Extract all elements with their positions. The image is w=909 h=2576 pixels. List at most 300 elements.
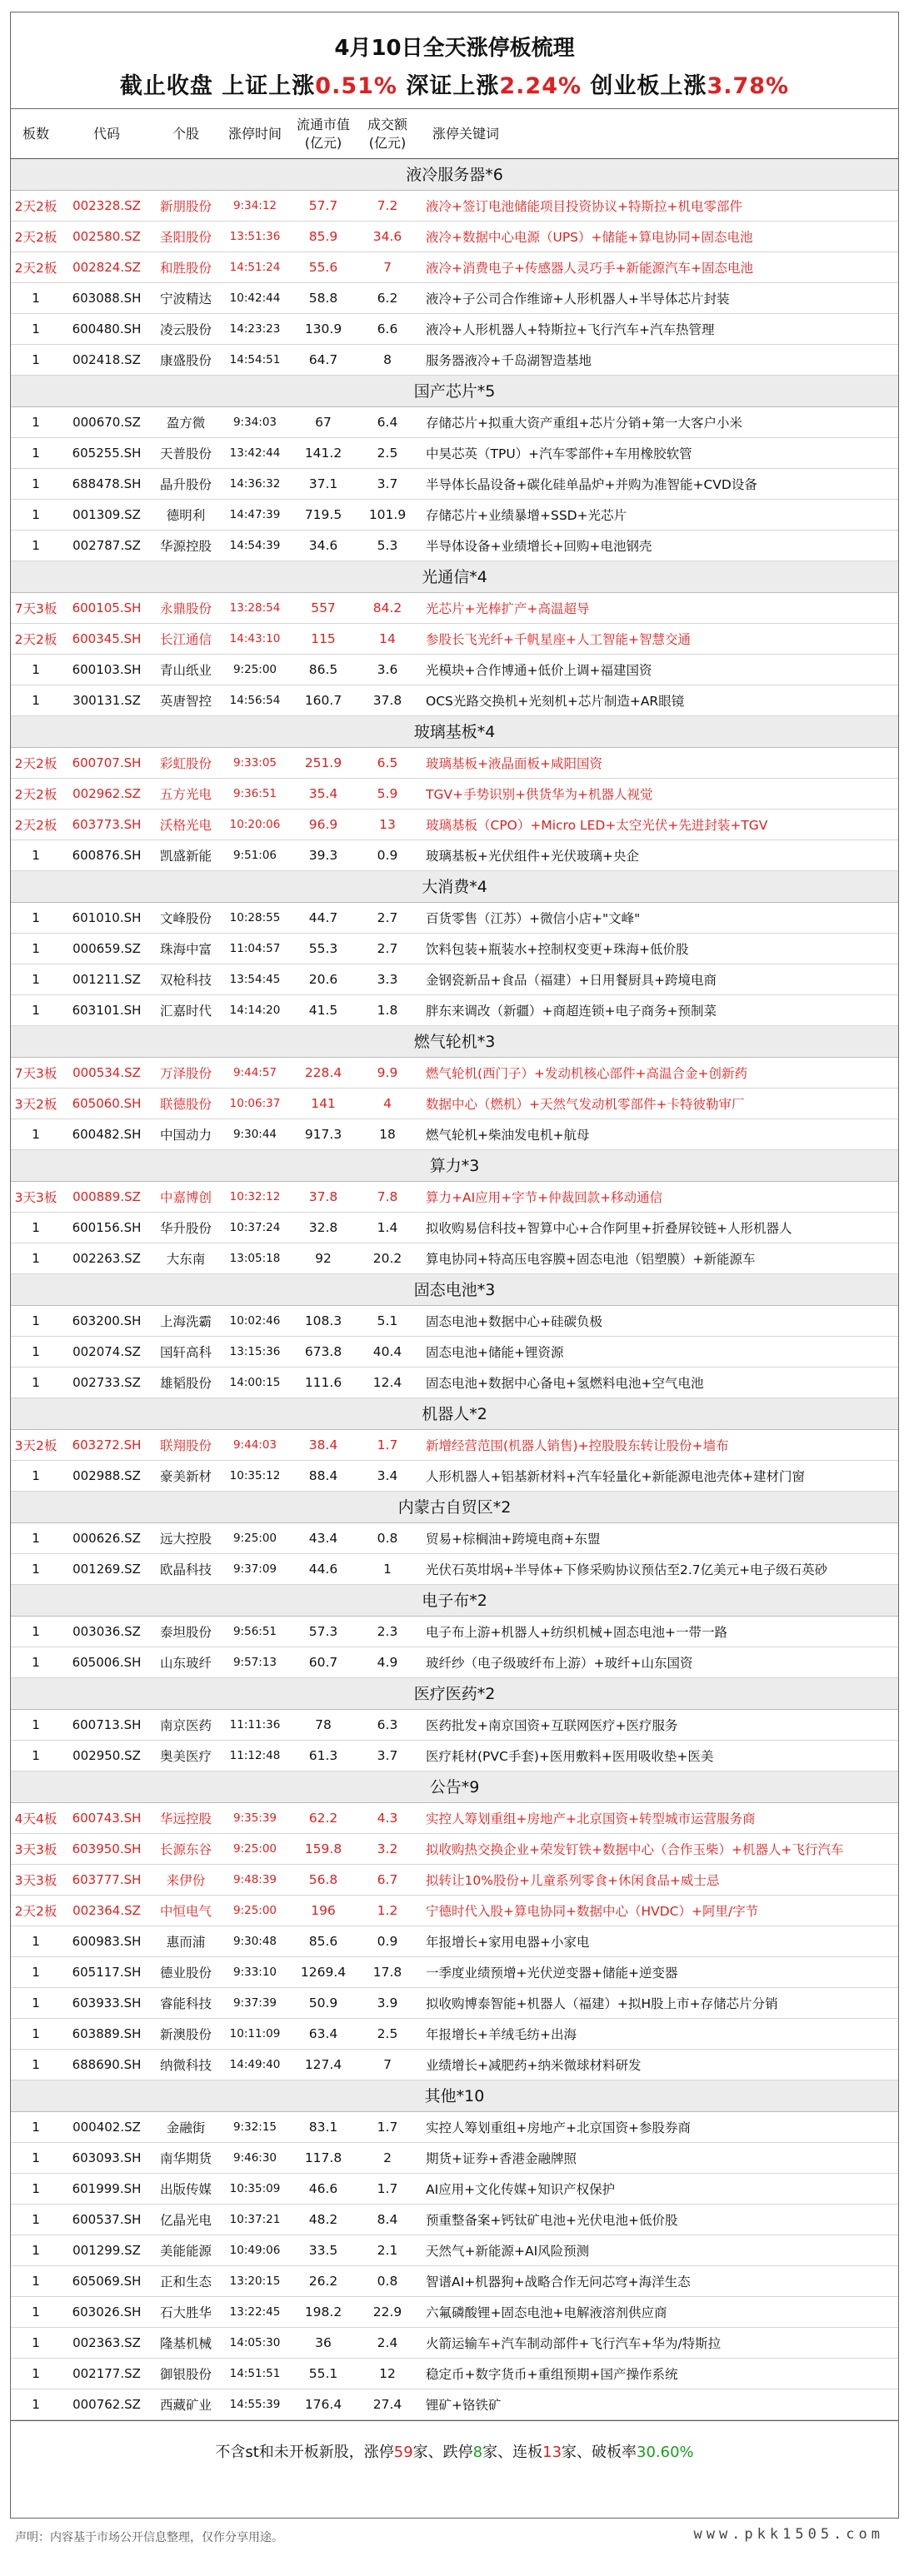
limit-up-time: 14:54:39 [229, 539, 281, 552]
table-row [11, 1430, 898, 1461]
market-value: 50.9 [308, 1996, 338, 2010]
market-value: 39.3 [308, 848, 338, 863]
board-count: 2天2板 [14, 787, 57, 802]
market-value: 127.4 [304, 2057, 342, 2072]
limit-up-time: 9:25:00 [232, 663, 277, 676]
keywords: 拟转让10%股份+儿童系列零食+休闲食品+威士忌 [426, 1873, 720, 1888]
stock-name: 华远控股 [159, 1811, 212, 1826]
board-count: 1 [32, 1313, 40, 1328]
table-row [11, 1523, 898, 1554]
table-row [11, 252, 898, 283]
stock-code: 603088.SH [72, 291, 142, 306]
stock-code: 600876.SH [72, 848, 142, 863]
board-count: 1 [32, 1344, 40, 1359]
stock-code: 002962.SZ [72, 786, 141, 801]
board-count: 1 [32, 1934, 40, 1949]
board-count: 1 [32, 848, 40, 863]
section-header: 燃气轮机*3 [11, 1026, 898, 1058]
market-value: 83.1 [308, 2120, 338, 2135]
keywords: 固态电池+数据中心+硅碳负极 [426, 1314, 602, 1329]
keywords: 金钢瓷新品+食品（福建）+日用餐厨具+跨境电商 [426, 973, 717, 988]
sh-label: 截止收盘 上证上涨 [119, 73, 316, 99]
keywords: 算力+AI应用+字节+仲裁回款+移动通信 [426, 1190, 663, 1205]
limit-up-time: 10:35:09 [229, 2182, 281, 2195]
keywords: 拟收购易信科技+智算中心+合作阿里+折叠屏铰链+人形机器人 [426, 1221, 792, 1236]
limit-up-time: 9:35:39 [232, 1811, 277, 1825]
keywords: 锂矿+铬铁矿 [426, 2398, 502, 2413]
footer-mid1: 家、跌停 [412, 2444, 473, 2461]
market-value: 85.9 [308, 229, 338, 244]
limit-up-table [11, 159, 898, 2420]
stock-name: 国轩高科 [159, 1345, 212, 1360]
table-row [11, 655, 898, 685]
turnover: 101.9 [368, 507, 407, 522]
limit-up-time: 13:20:15 [229, 2275, 281, 2288]
keywords: 胖东来调改（新疆）+商超连锁+电子商务+预制菜 [426, 1004, 717, 1019]
sz-label: 深证上涨 [397, 73, 500, 99]
stock-name: 康盛股份 [159, 353, 212, 368]
section-header: 国产芯片*5 [11, 376, 898, 407]
market-value: 60.7 [308, 1655, 338, 1670]
table-row [11, 934, 898, 964]
market-value: 96.9 [308, 817, 338, 832]
stock-code: 600743.SH [72, 1811, 142, 1826]
table-row [11, 2389, 898, 2420]
keywords: 燃气轮机(西门子）+发动机核心部件+高温合金+创新药 [426, 1066, 748, 1081]
stock-code: 603950.SH [72, 1841, 142, 1856]
turnover: 12.4 [372, 1375, 402, 1390]
market-value: 917.3 [304, 1127, 342, 1142]
table-row [11, 1647, 898, 1678]
turnover: 2 [383, 2150, 392, 2165]
stock-name: 联德股份 [159, 1097, 212, 1112]
limit-up-time: 10:20:06 [229, 818, 281, 831]
table-row [11, 748, 898, 779]
table-row [11, 1337, 898, 1368]
stock-code: 000402.SZ [72, 2120, 141, 2135]
table-row [11, 1896, 898, 1926]
turnover: 1.7 [377, 2181, 398, 2196]
keywords: 业绩增长+减肥药+纳米微球材料研发 [426, 2058, 642, 2073]
board-count: 3天3板 [14, 1873, 57, 1888]
turnover: 6.6 [377, 321, 398, 336]
keywords: 百货零售（江苏）+微信小店+"文峰" [426, 911, 641, 926]
limit-up-time: 10:35:12 [229, 1469, 281, 1482]
stock-name: 西藏矿业 [159, 2398, 212, 2413]
stock-name: 天普股份 [159, 446, 212, 461]
market-value: 43.4 [308, 1531, 338, 1546]
table-row [11, 2328, 898, 2359]
market-value: 32.8 [308, 1220, 338, 1235]
limit-up-time: 9:34:03 [232, 416, 277, 429]
stock-code: 002950.SZ [72, 1748, 141, 1763]
table-row [11, 2174, 898, 2205]
stock-code: 600156.SH [72, 1220, 142, 1235]
stock-code: 603889.SH [72, 2026, 142, 2041]
stock-code: 603777.SH [72, 1872, 142, 1887]
board-count: 1 [32, 2335, 40, 2350]
keywords: 固态电池+数据中心备电+氢燃料电池+空气电池 [426, 1376, 704, 1391]
board-count: 1 [32, 352, 40, 367]
board-count: 1 [32, 2057, 40, 2072]
market-value: 130.9 [304, 321, 342, 336]
keywords: 宁德时代入股+算电协同+数据中心（HVDC）+阿里/字节 [426, 1904, 759, 1919]
market-value: 117.8 [304, 2150, 342, 2165]
table-row [11, 1306, 898, 1337]
table-row [11, 1988, 898, 2019]
keywords: 中昊芯英（TPU）+汽车零部件+车用橡胶软管 [426, 446, 692, 461]
market-value: 196 [311, 1903, 336, 1918]
table-row [11, 2019, 898, 2050]
stock-name: 美能能源 [159, 2244, 212, 2259]
section-header: 公告*9 [11, 1771, 898, 1803]
stock-name: 德明利 [166, 508, 206, 523]
limit-up-time: 9:37:09 [232, 1562, 277, 1576]
market-value: 34.6 [308, 538, 338, 553]
col-time: 涨停时间 [227, 125, 282, 142]
board-count: 2天2板 [14, 818, 57, 833]
stock-code: 300131.SZ [72, 693, 141, 708]
board-count: 1 [32, 507, 40, 522]
stock-name: 汇嘉时代 [159, 1004, 212, 1019]
board-count: 1 [32, 1655, 40, 1670]
stock-name: 彩虹股份 [159, 756, 212, 771]
keywords: 燃气轮机+柴油发电机+航母 [426, 1128, 590, 1143]
limit-up-time: 11:11:36 [229, 1718, 281, 1731]
table-row [11, 624, 898, 655]
market-value: 56.8 [308, 1872, 338, 1887]
market-value: 26.2 [308, 2274, 338, 2289]
market-value: 61.3 [308, 1748, 338, 1763]
stock-code: 600482.SH [72, 1127, 142, 1142]
table-row [11, 2266, 898, 2297]
index-summary [11, 67, 898, 100]
board-count: 3天3板 [14, 1842, 57, 1857]
board-count: 7天3板 [14, 601, 57, 616]
col-code: 代码 [92, 125, 120, 142]
market-value: 58.8 [308, 291, 338, 306]
market-value: 160.7 [304, 693, 342, 708]
stock-code: 605069.SH [72, 2274, 142, 2289]
keywords: 光芯片+光棒扩产+高温超导 [426, 601, 590, 616]
table-row [11, 903, 898, 934]
stock-code: 605060.SH [72, 1096, 142, 1111]
stock-code: 002328.SZ [72, 198, 141, 213]
stock-code: 600983.SH [72, 1934, 142, 1949]
stock-name: 南京医药 [159, 1718, 212, 1733]
limit-up-time: 10:42:44 [229, 291, 281, 305]
keywords: 火箭运输车+汽车制动部件+飞行汽车+华为/特斯拉 [426, 2336, 722, 2351]
stock-code: 001299.SZ [72, 2243, 141, 2258]
keywords: 存储芯片+业绩暴增+SSD+光芯片 [426, 508, 627, 523]
stock-code: 002580.SZ [72, 229, 141, 244]
board-count: 1 [32, 1748, 40, 1763]
market-value: 57.3 [308, 1624, 338, 1639]
summary-footer [11, 2420, 898, 2484]
board-count: 1 [32, 1251, 40, 1266]
keywords: 医药批发+南京国资+互联网医疗+医疗服务 [426, 1718, 678, 1733]
market-value: 198.2 [304, 2304, 342, 2319]
limit-up-time: 14:47:39 [229, 508, 281, 521]
stock-code: 002733.SZ [72, 1375, 141, 1390]
stock-code: 002787.SZ [72, 538, 141, 553]
market-value: 64.7 [308, 352, 338, 367]
table-row [11, 1957, 898, 1988]
board-count: 2天2板 [14, 632, 57, 647]
report-frame [10, 12, 899, 2519]
section-header: 算力*3 [11, 1150, 898, 1182]
stock-name: 五方光电 [159, 787, 212, 802]
keywords: 智谱AI+机器狗+战略合作无问芯穹+海洋生态 [426, 2275, 691, 2290]
keywords: 实控人筹划重组+房地产+北京国资+参股券商 [426, 2120, 691, 2135]
stock-name: 中国动力 [159, 1128, 212, 1143]
stock-code: 002363.SZ [72, 2335, 141, 2350]
table-row [11, 191, 898, 222]
turnover: 2.7 [377, 941, 398, 956]
market-value: 37.1 [308, 476, 338, 491]
board-count: 2天2板 [14, 756, 57, 771]
keywords: 医疗耗材(PVC手套)+医用敷料+医用吸收垫+医美 [426, 1749, 714, 1764]
limit-up-time: 13:28:54 [229, 601, 281, 615]
limit-up-time: 13:51:36 [229, 230, 281, 243]
table-row [11, 407, 898, 438]
stock-code: 600713.SH [72, 1717, 142, 1732]
stock-name: 金融街 [166, 2120, 206, 2135]
section-header: 玻璃基板*4 [11, 716, 898, 748]
stock-name: 来伊份 [166, 1873, 206, 1888]
keywords: 天然气+新能源+AI风险预测 [426, 2244, 590, 2259]
board-count: 1 [32, 476, 40, 491]
limit-up-time: 13:22:45 [229, 2305, 281, 2319]
consecutive-count: 13 [542, 2444, 562, 2461]
limit-up-time: 10:02:46 [229, 1314, 281, 1328]
table-row [11, 593, 898, 624]
table-row [11, 222, 898, 252]
turnover: 1.8 [377, 1003, 398, 1018]
limit-up-time: 14:00:15 [229, 1376, 281, 1389]
stock-name: 中恒电气 [159, 1904, 212, 1919]
market-value: 108.3 [304, 1313, 342, 1328]
disclaimer: 声明：内容基于市场公开信息整理，仅作分享用途。 [15, 2531, 283, 2544]
stock-code: 600103.SH [72, 662, 142, 677]
stock-name: 宁波精达 [159, 291, 212, 306]
board-count: 1 [32, 662, 40, 677]
board-count: 1 [32, 2397, 40, 2412]
section-header: 光通信*4 [11, 561, 898, 593]
keywords: 光模块+合作博通+低价上调+福建国资 [426, 663, 652, 678]
turnover: 5.3 [377, 538, 398, 553]
limit-up-time: 9:56:51 [232, 1625, 277, 1638]
stock-name: 晶升股份 [159, 477, 212, 492]
limit-up-time: 10:49:06 [229, 2244, 281, 2257]
table-row [11, 1926, 898, 1957]
turnover: 40.4 [372, 1344, 402, 1359]
limit-up-time: 9:25:00 [232, 1904, 277, 1917]
section-header: 电子布*2 [11, 1585, 898, 1617]
stock-name: 南华期货 [159, 2151, 212, 2166]
keywords: 液冷+数据中心电源（UPS）+储能+算电协同+固态电池 [426, 230, 753, 245]
limit-up-time: 11:12:48 [229, 1749, 281, 1762]
section-header: 内蒙古自贸区*2 [11, 1492, 898, 1523]
board-count: 1 [32, 2274, 40, 2289]
stock-code: 603026.SH [72, 2304, 142, 2319]
board-count: 1 [32, 972, 40, 987]
board-count: 1 [32, 321, 40, 336]
market-value: 38.4 [308, 1437, 338, 1452]
table-row [11, 685, 898, 716]
stock-name: 凌云股份 [159, 322, 212, 337]
stock-name: 青山纸业 [159, 663, 212, 678]
table-row [11, 2112, 898, 2143]
keywords: 电子布上游+机器人+纺织机械+固态电池+一带一路 [426, 1625, 727, 1640]
stock-name: 泰坦股份 [159, 1625, 212, 1640]
stock-name: 长江通信 [159, 632, 212, 647]
turnover: 27.4 [372, 2397, 402, 2412]
limit-up-time: 14:14:20 [229, 1004, 281, 1017]
board-count: 1 [32, 2181, 40, 2196]
turnover: 8 [383, 352, 392, 367]
turnover: 2.3 [377, 1624, 398, 1639]
market-value: 86.5 [308, 662, 338, 677]
market-value: 67 [315, 415, 332, 430]
report-header [11, 12, 898, 109]
turnover: 20.2 [372, 1251, 402, 1266]
board-count: 3天2板 [14, 1097, 57, 1112]
table-row [11, 964, 898, 995]
col-board: 板数 [22, 125, 49, 142]
section-header: 固态电池*3 [11, 1274, 898, 1306]
board-count: 1 [32, 1562, 40, 1577]
limit-up-time: 9:46:30 [232, 2151, 277, 2165]
stock-code: 601999.SH [72, 2181, 142, 2196]
keywords: 年报增长+羊绒毛纺+出海 [426, 2027, 577, 2042]
table-row [11, 1834, 898, 1865]
footer-mid2: 家、连板 [482, 2444, 543, 2461]
turnover: 3.7 [377, 476, 398, 491]
site-url: www.pkk1505.com [693, 2526, 884, 2543]
board-count: 7天3板 [14, 1066, 57, 1081]
turnover: 4.9 [377, 1655, 398, 1670]
keywords: 液冷+消费电子+传感器人灵巧手+新能源汽车+固态电池 [426, 261, 753, 276]
break-rate: 30.60% [637, 2444, 694, 2461]
market-value: 46.6 [308, 2181, 338, 2196]
col-market-value: 流通市值 (亿元) [296, 116, 350, 151]
stock-code: 605255.SH [72, 446, 142, 461]
stock-name: 欧晶科技 [159, 1562, 212, 1577]
table-row [11, 2205, 898, 2235]
table-row [11, 1119, 898, 1150]
board-count: 4天4板 [14, 1811, 57, 1826]
turnover: 2.5 [377, 2026, 398, 2041]
stock-code: 605117.SH [72, 1965, 142, 1980]
turnover: 0.8 [377, 2274, 398, 2289]
board-count: 1 [32, 1965, 40, 1980]
market-value: 92 [315, 1251, 332, 1266]
turnover: 2.5 [377, 446, 398, 461]
stock-name: 石大胜华 [159, 2305, 212, 2320]
limit-up-time: 14:05:30 [229, 2336, 281, 2349]
stock-code: 002074.SZ [72, 1344, 141, 1359]
sz-pct: 2.24% [499, 73, 582, 99]
table-row [11, 995, 898, 1026]
table-row [11, 2143, 898, 2174]
stock-code: 000534.SZ [72, 1065, 141, 1080]
limit-up-time: 9:33:10 [232, 1966, 277, 1979]
table-row [11, 840, 898, 871]
table-row [11, 2297, 898, 2328]
board-count: 1 [32, 1624, 40, 1639]
stock-code: 003036.SZ [72, 1624, 141, 1639]
market-value: 251.9 [304, 755, 342, 770]
stock-name: 德业股份 [159, 1966, 212, 1981]
stock-code: 603773.SH [72, 817, 142, 832]
keywords: OCS光路交换机+光刻机+芯片制造+AR眼镜 [426, 694, 685, 709]
board-count: 1 [32, 2026, 40, 2041]
keywords: 年报增长+家用电器+小家电 [426, 1935, 590, 1950]
stock-name: 出版传媒 [159, 2182, 212, 2197]
limit-up-time: 14:56:54 [229, 694, 281, 707]
turnover: 3.6 [377, 662, 398, 677]
turnover: 14 [379, 631, 396, 646]
stock-name: 雄韬股份 [159, 1376, 212, 1391]
market-value: 111.6 [304, 1375, 342, 1390]
stock-code: 002824.SZ [72, 260, 141, 275]
stock-code: 600105.SH [72, 600, 142, 615]
table-row [11, 1089, 898, 1119]
limit-up-time: 9:37:39 [232, 1996, 277, 2010]
stock-name: 大东南 [166, 1252, 206, 1267]
turnover: 0.9 [377, 1934, 398, 1949]
stock-code: 600345.SH [72, 631, 142, 646]
col-turnover: 成交额 (亿元) [367, 116, 407, 151]
turnover: 3.4 [377, 1468, 398, 1483]
limit-up-time: 9:34:12 [232, 199, 277, 212]
stock-code: 000659.SZ [72, 941, 141, 956]
board-count: 2天2板 [14, 199, 57, 214]
limit-up-time: 10:37:24 [229, 1221, 281, 1234]
stock-name: 联翔股份 [159, 1438, 212, 1453]
market-value: 228.4 [304, 1065, 342, 1080]
section-header: 其他*10 [11, 2080, 898, 2112]
limit-up-time: 13:42:44 [229, 446, 281, 460]
col-stock: 个股 [172, 125, 199, 142]
table-row [11, 810, 898, 840]
turnover: 2.1 [377, 2243, 398, 2258]
stock-code: 600537.SH [72, 2212, 142, 2227]
limit-up-time: 14:23:23 [229, 322, 281, 336]
keywords: 贸易+棕榈油+跨境电商+东盟 [426, 1532, 601, 1547]
turnover: 1.2 [377, 1903, 398, 1918]
table-row [11, 1554, 898, 1585]
turnover: 84.2 [372, 600, 402, 615]
stock-name: 豪美新材 [159, 1469, 212, 1484]
market-value: 557 [311, 600, 336, 615]
limit-up-count: 59 [393, 2444, 413, 2461]
market-value: 44.6 [308, 1562, 338, 1577]
turnover: 13 [379, 817, 396, 832]
footer-prefix: 不含st和未开板新股，涨停 [215, 2444, 394, 2461]
turnover: 6.2 [377, 291, 398, 306]
keywords: 液冷+人形机器人+特斯拉+飞行汽车+汽车热管理 [426, 322, 715, 337]
turnover: 5.9 [377, 786, 398, 801]
stock-name: 亿晶光电 [159, 2213, 212, 2228]
keywords: 液冷+签订电池储能项目投资协议+特斯拉+机电零部件 [426, 199, 742, 214]
table-row [11, 500, 898, 531]
stock-code: 000670.SZ [72, 415, 141, 430]
market-value: 55.3 [308, 941, 338, 956]
limit-up-time: 13:54:45 [229, 973, 281, 986]
section-header: 液冷服务器*6 [11, 159, 898, 191]
